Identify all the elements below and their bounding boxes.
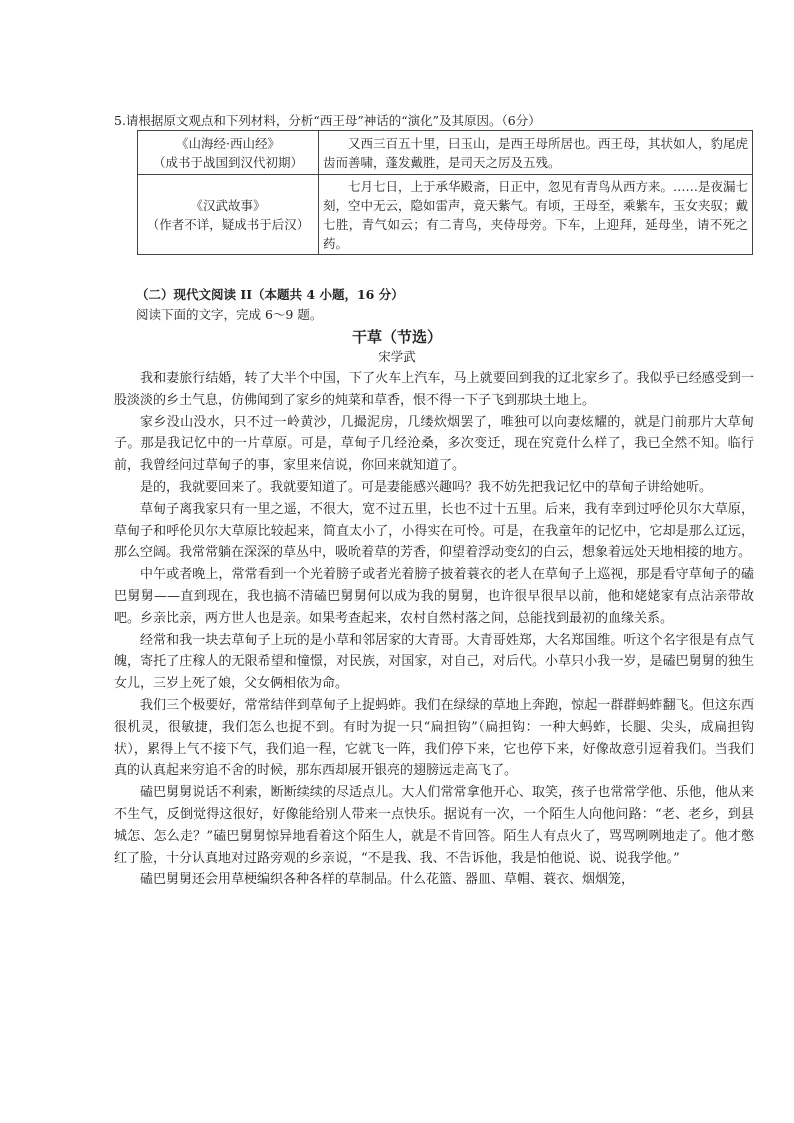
material-source-cell bbox=[138, 131, 319, 175]
paragraph: 磕巴舅舅说话不利索，断断续续的尽适点儿。大人们常常拿他开心、取笑，孩子也常常学他、乐他，他从来不生气，反倒觉得这很好，好像能给别人带来一点快乐。据说有一次，一个陌生人向他问路：“老、老乡，到县城怎、怎么走？”磕巴舅舅惊异地看着这个陌生人，就是不肯回答。陌生人有点火了，骂骂咧咧地走了。他才憋红了脸，十分认真地对过路旁观的乡亲说，“不是我、我、不告诉他，我是怕他说、说、说我学他。” bbox=[114, 785, 754, 866]
material-row bbox=[138, 175, 753, 255]
reading-instruction: 阅读下面的文字，完成 6～9 题。 bbox=[136, 307, 323, 322]
article-body bbox=[114, 368, 754, 891]
question-5: 5.请根据原文观点和下列材料，分析“西王母”神话的“演化”及其原因。（6分） bbox=[114, 113, 541, 128]
article-author: 宋学武 bbox=[378, 349, 416, 364]
paragraph: 经常和我一块去草甸子上玩的是小草和邻居家的大青哥。大青哥姓郑，大名郑国维。听这个名字很是有点气魄，寄托了庄稼人的无限希望和憧憬，对民族，对国家，对自己，对后代。小草只小我一岁，是磕巴舅舅的独生女儿，三岁上死了娘，父女俩相依为命。 bbox=[114, 632, 754, 692]
materials-table bbox=[137, 130, 753, 255]
article-title: 干草（节选） bbox=[351, 328, 442, 346]
paragraph: 我们三个极要好，常常结伴到草甸子上捉蚂蚱。我们在绿绿的草地上奔跑，惊起一群群蚂蚱翻飞。但这东西很机灵，很敏捷，我们怎么也捉不到。有时为捉一只“扁担钩”（扁担钩：一种大蚂蚱，长腿、尖头，成扁担钩状），累得上气不接下气，我们追一程，它就飞一阵，我们停下来，它也停下来，好像故意引逗着我们。当我们真的认真起来穷追不舍的时候，那东西却展开银亮的翅膀远走高飞了。 bbox=[114, 697, 754, 779]
material-source: 《山海经·西山经》 bbox=[176, 135, 280, 151]
paragraph: 我和妻旅行结婚，转了大半个中国，下了火车上汽车，马上就要回到我的辽北家乡了。我似乎已经感受到一股淡淡的乡土气息，仿佛闻到了家乡的炖菜和草香，恨不得一下子飞到那块土地上。 bbox=[114, 371, 754, 408]
material-source: 《汉武故事》 bbox=[190, 197, 266, 213]
paragraph: 草甸子离我家只有一里之遥，不很大，宽不过五里，长也不过十五里。后来，我有幸到过呼伦贝尔大草原，草甸子和呼伦贝尔大草原比较起来，简直太小了，小得实在可怜。可是，在我童年的记忆中，它却是那么辽远，那么空阔。我常常躺在深深的草丛中，吸吮着草的芳香，仰望着浮动变幻的白云，想象着远处天地相接的地方。 bbox=[114, 501, 754, 561]
material-note: （作者不详，疑成书于后汉） bbox=[146, 216, 310, 232]
material-text: 又西三百五十里，曰玉山，是西王母所居也。西王母，其状如人，豹尾虎齿而善啸，蓬发戴胜，是司天之厉及五残。 bbox=[319, 131, 753, 175]
paragraph: 中午或者晚上，常常看到一个光着膀子或者光着膀子披着蓑衣的老人在草甸子上巡视，那是看守草甸子的磕巴舅舅——直到现在，我也搞不清磕巴舅舅何以成为我的舅舅，也许很早很早以前，他和姥姥家有点沾亲带故吧。乡亲比亲，两方世人也是亲。如果考查起来，农村自然村落之间，总能找到最初的血缘关系。 bbox=[114, 567, 754, 626]
material-row bbox=[138, 131, 753, 175]
material-note: （成书于战国到汉代初期） bbox=[152, 154, 303, 170]
section-heading: （二）现代文阅读 II（本题共 4 小题，16 分） bbox=[136, 287, 404, 302]
material-text: 七月七日，上于承华殿斋，日正中，忽见有青鸟从西方来。……是夜漏七刻，空中无云，隐如雷声，竟天紫气。有顷，王母至，乘紫车，玉女夹驭；戴七胜，青气如云；有二青鸟，夹侍母旁。下车，上迎拜，延母坐，请不死之药。 bbox=[319, 175, 753, 255]
paragraph: 是的，我就要回来了。我就要知道了。可是妻能感兴趣吗？我不妨先把我记忆中的草甸子讲给她听。 bbox=[140, 479, 713, 495]
paragraph: 家乡没山没水，只不过一岭黄沙，几撮泥房，几缕炊烟罢了，唯独可以向妻炫耀的，就是门前那片大草甸子。那是我记忆中的一片草原。可是，草甸子几经沧桑，多次变迁，现在究竟什么样了，我已全然不知。临行前，我曾经问过草甸子的事，家里来信说，你回来就知道了。 bbox=[114, 414, 754, 474]
paragraph: 磕巴舅舅还会用草梗编织各种各样的草制品。什么花篮、器皿、草帽、蓑衣、烟烟笼， bbox=[140, 872, 635, 888]
material-source-cell bbox=[138, 175, 319, 255]
